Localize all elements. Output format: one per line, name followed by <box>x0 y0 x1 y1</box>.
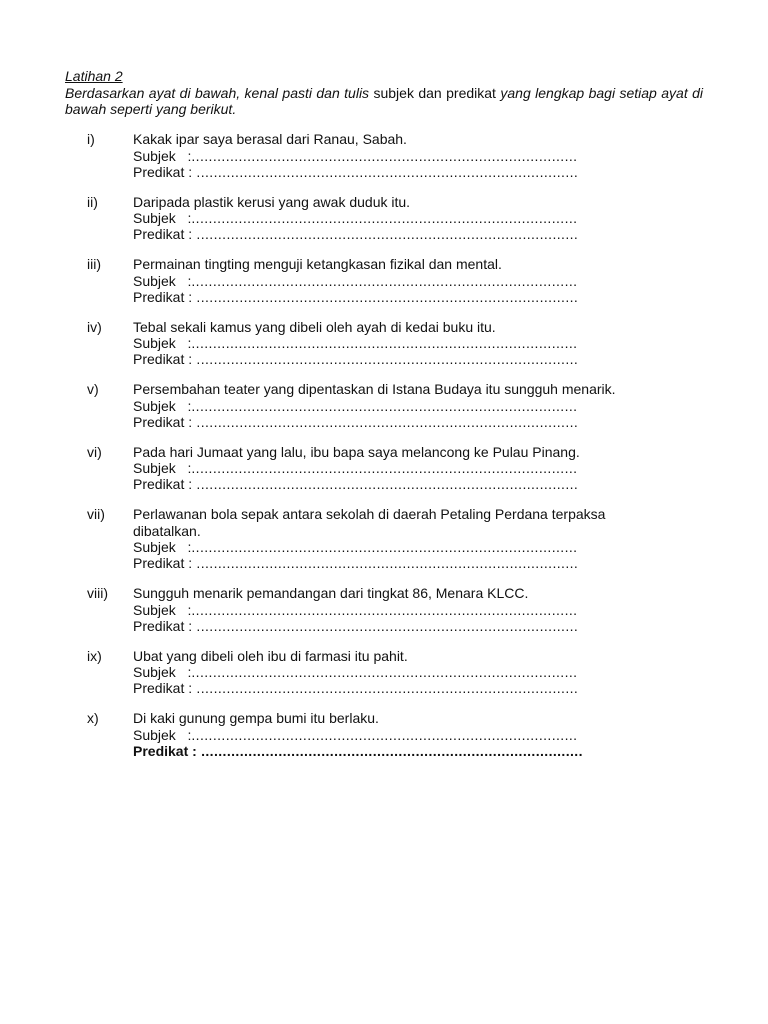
predikat-answer-line[interactable] <box>133 680 693 696</box>
question-sentence: Kakak ipar saya berasal dari Ranau, Sabah. <box>133 131 407 147</box>
worksheet-header <box>65 68 703 118</box>
question-body <box>133 381 693 430</box>
predikat-dotted-blank[interactable]: ......................................................................................... <box>192 288 579 305</box>
subjek-answer-line[interactable] <box>133 602 693 618</box>
instruction-part-1: Berdasarkan ayat di bawah, kenal pasti dan tulis <box>65 84 370 101</box>
subjek-answer-line[interactable] <box>133 727 693 743</box>
question-sentence: Permainan tingting menguji ketangkasan fizikal dan mental. <box>133 256 502 272</box>
predikat-answer-line[interactable] <box>133 414 693 430</box>
subjek-label: Subjek : <box>133 726 192 743</box>
subjek-label: Subjek : <box>133 210 192 226</box>
predikat-label: Predikat : <box>133 742 197 759</box>
subjek-label: Subjek : <box>133 601 192 618</box>
predikat-dotted-blank[interactable]: ......................................................................................... <box>192 617 579 634</box>
question-item <box>0 648 768 697</box>
predikat-label: Predikat : <box>133 413 193 430</box>
question-item <box>0 319 768 368</box>
subjek-dotted-blank[interactable]: .......................................................................................... <box>191 397 578 414</box>
predikat-dotted-blank[interactable]: ......................................................................................... <box>192 413 579 430</box>
subjek-answer-line[interactable] <box>133 539 693 555</box>
question-number: ix) <box>87 647 102 664</box>
question-number: x) <box>87 710 99 726</box>
subjek-answer-line[interactable] <box>133 335 693 351</box>
subjek-dotted-blank[interactable]: .......................................................................................... <box>191 147 578 164</box>
exercise-title: Latihan 2 <box>65 68 123 84</box>
subjek-label: Subjek : <box>133 397 192 414</box>
question-item <box>0 131 768 180</box>
question-item <box>0 194 768 243</box>
subjek-answer-line[interactable] <box>133 398 693 414</box>
subjek-label: Subjek : <box>133 147 192 164</box>
predikat-dotted-blank[interactable]: ......................................................................................... <box>192 226 579 242</box>
question-body <box>133 256 693 305</box>
instruction-part-2: subjek dan predikat <box>373 84 496 101</box>
question-body <box>133 506 693 571</box>
question-body <box>133 585 693 634</box>
question-sentence: dibatalkan. <box>133 522 201 539</box>
subjek-dotted-blank[interactable]: .......................................................................................... <box>191 272 578 289</box>
question-number: v) <box>87 381 99 397</box>
predikat-answer-line[interactable] <box>133 476 693 492</box>
question-body <box>133 194 693 243</box>
question-item <box>0 256 768 305</box>
question-sentence: Pada hari Jumaat yang lalu, ibu bapa saya melancong ke Pulau Pinang. <box>133 443 580 460</box>
question-number: iii) <box>87 256 101 272</box>
question-sentence: Tebal sekali kamus yang dibeli oleh ayah di kedai buku itu. <box>133 318 496 335</box>
predikat-answer-line[interactable] <box>133 618 693 634</box>
predikat-answer-line[interactable] <box>133 743 693 759</box>
predikat-answer-line[interactable] <box>133 289 693 305</box>
predikat-dotted-blank[interactable]: ......................................................................................... <box>192 163 579 180</box>
question-body <box>133 444 693 493</box>
exercise-instruction <box>65 85 703 118</box>
predikat-answer-line[interactable] <box>133 351 693 367</box>
question-sentence: Persembahan teater yang dipentaskan di Istana Budaya itu sungguh menarik. <box>133 381 616 397</box>
question-item <box>0 381 768 430</box>
question-item <box>0 444 768 493</box>
question-sentence: Ubat yang dibeli oleh ibu di farmasi itu pahit. <box>133 647 408 664</box>
subjek-answer-line[interactable] <box>133 273 693 289</box>
question-number: vi) <box>87 443 102 460</box>
predikat-label: Predikat : <box>133 163 193 180</box>
subjek-label: Subjek : <box>133 335 192 351</box>
subjek-label: Subjek : <box>133 272 192 289</box>
predikat-label: Predikat : <box>133 617 193 634</box>
subjek-label: Subjek : <box>133 460 192 476</box>
predikat-label: Predikat : <box>133 351 193 367</box>
question-body <box>133 710 693 759</box>
question-number: viii) <box>87 585 108 601</box>
subjek-dotted-blank[interactable]: .......................................................................................... <box>191 664 578 680</box>
subjek-dotted-blank[interactable]: .......................................................................................... <box>191 539 578 555</box>
question-body <box>133 648 693 697</box>
instruction-part-3: yang lengkap bagi setiap ayat di bawah seperti yang berikut. <box>65 84 704 117</box>
question-item <box>0 585 768 634</box>
predikat-answer-line[interactable] <box>133 164 693 180</box>
predikat-dotted-blank[interactable]: ......................................................................................... <box>196 742 583 759</box>
predikat-label: Predikat : <box>133 680 193 696</box>
subjek-answer-line[interactable] <box>133 148 693 164</box>
subjek-answer-line[interactable] <box>133 460 693 476</box>
subjek-answer-line[interactable] <box>133 210 693 226</box>
question-sentence: Daripada plastik kerusi yang awak duduk itu. <box>133 193 411 210</box>
predikat-answer-line[interactable] <box>133 555 693 571</box>
question-item <box>0 710 768 759</box>
predikat-dotted-blank[interactable]: ......................................................................................... <box>192 555 579 571</box>
predikat-dotted-blank[interactable]: ......................................................................................... <box>192 680 579 696</box>
question-sentence: Di kaki gunung gempa bumi itu berlaku. <box>133 710 379 726</box>
question-number: i) <box>87 131 95 147</box>
predikat-answer-line[interactable] <box>133 226 693 242</box>
predikat-label: Predikat : <box>133 226 193 242</box>
subjek-label: Subjek : <box>133 664 192 680</box>
predikat-label: Predikat : <box>133 288 193 305</box>
question-list <box>0 131 768 773</box>
question-body <box>133 131 693 180</box>
predikat-label: Predikat : <box>133 555 193 571</box>
subjek-dotted-blank[interactable]: .......................................................................................... <box>191 210 578 226</box>
question-body <box>133 319 693 368</box>
question-item <box>0 506 768 571</box>
question-number: ii) <box>87 193 98 210</box>
subjek-dotted-blank[interactable]: .......................................................................................... <box>191 335 578 351</box>
question-number: vii) <box>87 506 105 522</box>
subjek-answer-line[interactable] <box>133 664 693 680</box>
question-sentence: Perlawanan bola sepak antara sekolah di daerah Petaling Perdana terpaksa <box>133 506 606 522</box>
subjek-label: Subjek : <box>133 539 192 555</box>
subjek-dotted-blank[interactable]: .......................................................................................... <box>191 601 578 618</box>
subjek-dotted-blank[interactable]: .......................................................................................... <box>191 460 578 476</box>
predikat-dotted-blank[interactable]: ......................................................................................... <box>192 476 579 492</box>
predikat-label: Predikat : <box>133 476 193 492</box>
question-number: iv) <box>87 318 102 335</box>
subjek-dotted-blank[interactable]: .......................................................................................... <box>191 726 578 743</box>
predikat-dotted-blank[interactable]: ......................................................................................... <box>192 351 579 367</box>
question-sentence: Sungguh menarik pemandangan dari tingkat 86, Menara KLCC. <box>133 585 529 601</box>
